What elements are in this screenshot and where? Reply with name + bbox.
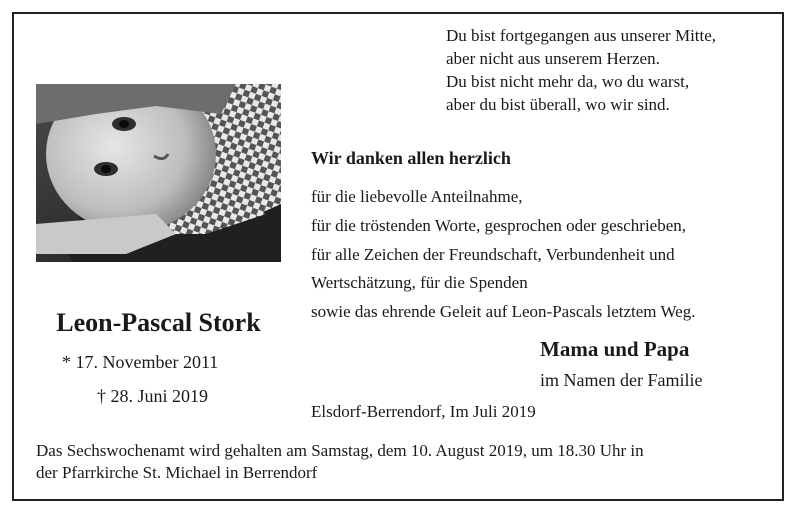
thanks-line: für die liebevolle Anteilnahme, (311, 187, 523, 206)
verse-line: Du bist nicht mehr da, wo du warst, (446, 72, 690, 91)
service-line: Das Sechswochenamt wird gehalten am Samstag, dem 10. August 2019, um 18.30 Uhr in (36, 441, 644, 460)
memorial-verse (446, 24, 786, 116)
thanks-line: sowie das ehrende Geleit auf Leon-Pascals letztem Weg. (311, 302, 696, 322)
birth-date: * 17. November 2011 (62, 352, 219, 372)
thanks-line: für die tröstenden Worte, gesprochen oder geschrieben, (311, 215, 687, 235)
verse-line: Du bist fortgegangen aus unserer Mitte, (446, 26, 717, 45)
portrait-illustration (36, 84, 281, 262)
deceased-name: Leon-Pascal Stork (56, 308, 261, 337)
service-notice (36, 440, 776, 484)
thanks-line: Wertschätzung, für die Spenden (311, 273, 528, 293)
signature-family: im Namen der Familie (540, 370, 703, 390)
signature-parents: Mama und Papa (540, 337, 690, 361)
verse-line: aber nicht aus unserem Herzen. (446, 49, 660, 68)
service-line: der Pfarrkirche St. Michael in Berrendorf (36, 463, 318, 482)
verse-line: aber du bist überall, wo wir sind. (446, 95, 670, 114)
place-date: Elsdorf-Berrendorf, Im Juli 2019 (311, 402, 536, 421)
portrait-photo (36, 84, 281, 262)
thanks-heading: Wir danken allen herzlich (311, 148, 511, 168)
death-date: † 28. Juni 2019 (97, 386, 209, 406)
thanks-line: für alle Zeichen der Freundschaft, Verbundenheit und (311, 244, 675, 264)
thanks-text (311, 183, 781, 327)
